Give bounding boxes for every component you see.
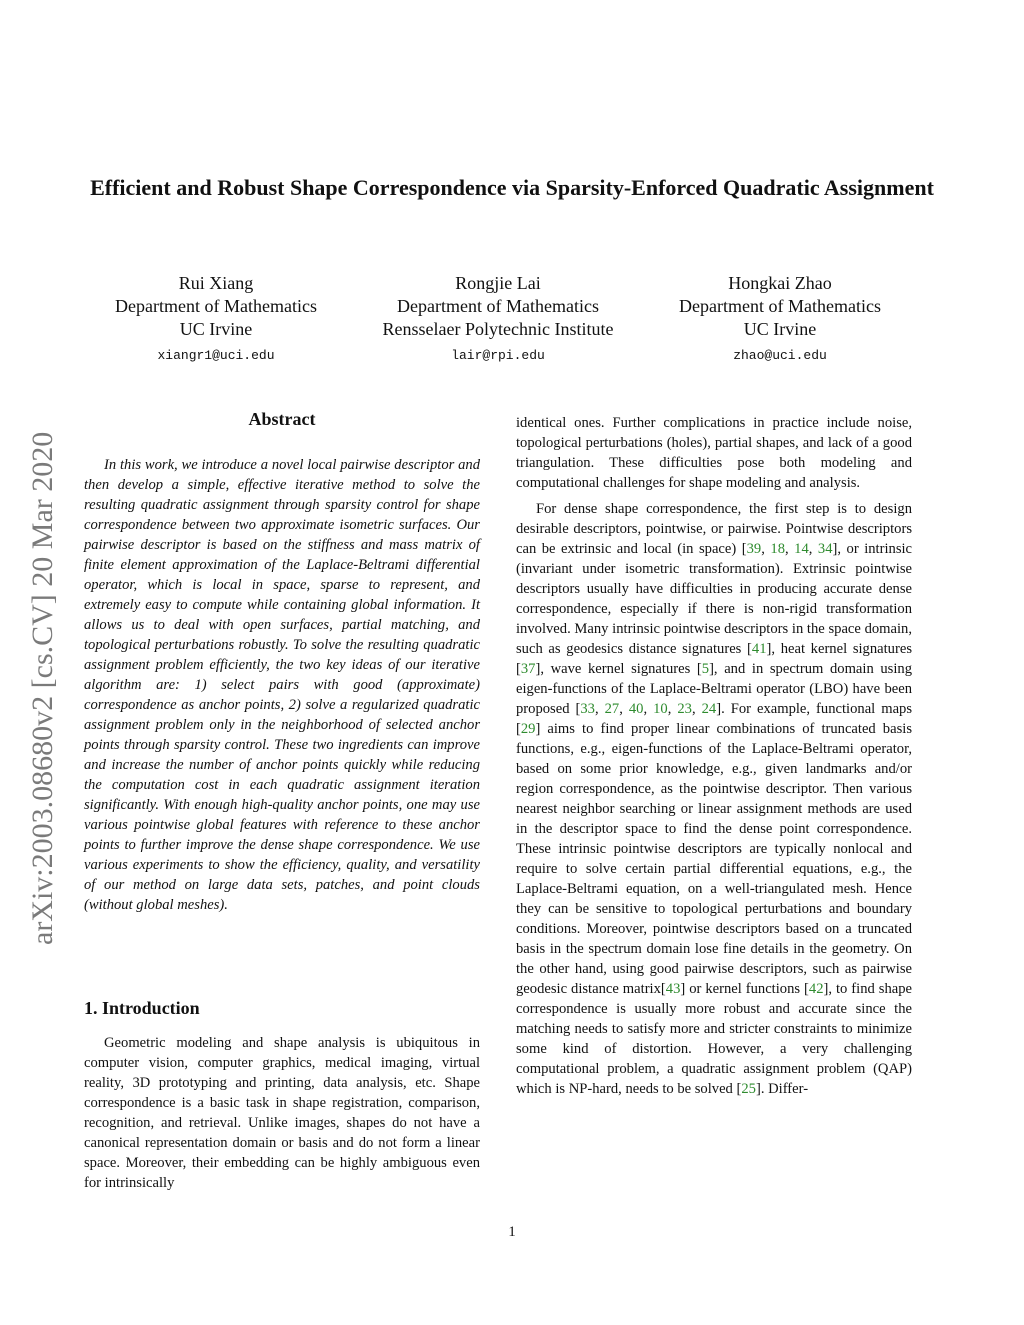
paragraph-text: ], to find shape correspondence is usually more robust and accurate since the matching needs to satisfy more and stricter constraints to minimize some kind of distortion. However, a very challenging computational problem, a quadratic assignment problem (QAP) which is NP-hard, needs to be solved [ bbox=[516, 981, 912, 1097]
introduction-body bbox=[84, 1033, 480, 1193]
paragraph-text: , bbox=[667, 701, 678, 717]
paragraph-text: ], and in spectrum domain using eigen-functions of the Laplace-Beltrami operator (LBO) have been proposed [ bbox=[516, 661, 912, 717]
paragraph-text: ], wave kernel signatures [ bbox=[535, 661, 702, 677]
citation-link[interactable]: 34 bbox=[817, 541, 833, 557]
paragraph-text: , bbox=[691, 701, 702, 717]
section-heading-introduction: 1. Introduction bbox=[84, 998, 200, 1018]
author-email[interactable]: lair@rpi.edu bbox=[451, 348, 545, 363]
paragraph-text: ] aims to find proper linear combinations of truncated basis functions, e.g., eigen-functions of the Laplace-Beltrami operator, based on some prior knowledge, e.g., given landmarks and/or region correspondence, as the pointwise descriptor. Then various nearest neighbor searching or linear assignment methods are used in the descriptor space to find the dense point correspondence. These intrinsic pointwise descriptors are typically nonlocal and require to solve certain partial differential equations, e.g., the Laplace-Beltrami equation, on a well-triangulated mesh. Hence they can be sensitive to topological perturbations and boundary conditions. Moreover, pointwise descriptors based on a truncated basis in the spectrum domain lose fine details in the geometry. On the other hand, using good pairwise descriptors, such as pairwise geodesic distance matrix[ bbox=[516, 721, 912, 997]
right-paragraph-1: identical ones. Further complications in practice include noise, topological perturbations (holes), partial shapes, and lack of a good triangulation. These difficulties pose both modeling and computational challenges for shape modeling and analysis. bbox=[516, 415, 912, 491]
paragraph-text: , bbox=[761, 541, 771, 557]
paragraph-text: For dense shape correspondence, the first step is to design desirable descriptors, pointwise, or pairwise. Pointwise descriptors can be extrinsic and local (in space) [ bbox=[516, 501, 912, 557]
author-inst: UC Irvine bbox=[743, 319, 817, 339]
paragraph-text: , bbox=[594, 701, 605, 717]
citation-link[interactable]: 24 bbox=[701, 701, 717, 717]
citation-link[interactable]: 37 bbox=[520, 661, 536, 677]
author-block-3 bbox=[668, 272, 892, 367]
abstract-paragraph: In this work, we introduce a novel local pairwise descriptor and then develop a simple, effective iterative method to solve the resulting quadratic assignment through sparsity control for shape correspondence between two approximate isometric surfaces. Our pairwise descriptor is based on the stiffness and mass matrix of finite element approximation of the Laplace-Beltrami differential operator, which is local in space, sparse to represent, and extremely easy to compute while containing global information. It allows us to deal with open surfaces, partial matching, and topological perturbations robustly. To solve the resulting quadratic assignment problem efficiently, the two key ideas of our iterative algorithm are: 1) select pairs with good (approximate) correspondence as anchor points, 2) solve a regularized quadratic assignment problem only in the neighborhood of selected anchor points through sparsity control. These two ingredients can improve and increase the number of anchor points quickly while reducing the computation cost in each quadratic assignment iteration significantly. With enough high-quality anchor points, one may use various pointwise global features with reference to these anchor points to further improve the dense shape correspondence. We use various experiments to show the efficiency, quality, and versatility of our method on large data sets, patches, and point clouds (without global meshes). bbox=[84, 457, 480, 913]
citation-link[interactable]: 14 bbox=[794, 541, 809, 557]
paragraph-text: ], or intrinsic (invariant under isometric transformation). Extrinsic pointwise descriptors usually have difficulties in producing accurate dense correspondence, especially if there is non-rigid transformation involved. Many intrinsic pointwise descriptors in the space domain, such as geodesics distance signatures [ bbox=[516, 541, 913, 657]
arxiv-stamp: arXiv:2003.08680v2 [cs.CV] 20 Mar 2020 bbox=[26, 431, 59, 945]
paragraph-text: ], heat kernel signatures [ bbox=[516, 641, 912, 677]
paragraph-text: ]. Differ- bbox=[755, 1081, 809, 1097]
author-dept: Department of Mathematics bbox=[115, 296, 317, 316]
citation-link[interactable]: 18 bbox=[770, 541, 785, 557]
author-block-1 bbox=[104, 272, 328, 367]
citation-link[interactable]: 39 bbox=[746, 541, 762, 557]
paragraph-text: , bbox=[619, 701, 629, 717]
author-dept: Department of Mathematics bbox=[397, 296, 599, 316]
paper-title: Efficient and Robust Shape Correspondence via Sparsity-Enforced Quadratic Assignment bbox=[90, 175, 934, 200]
paragraph-text: ]. For example, functional maps [ bbox=[516, 701, 913, 737]
author-name: Rui Xiang bbox=[178, 273, 254, 293]
author-inst: Rensselaer Polytechnic Institute bbox=[382, 319, 614, 339]
paragraph-text: , bbox=[784, 541, 795, 557]
citation-link[interactable]: 10 bbox=[653, 701, 668, 717]
author-name: Rongjie Lai bbox=[455, 273, 541, 293]
right-column-text bbox=[516, 413, 912, 1099]
intro-paragraph: Geometric modeling and shape analysis is ubiquitous in computer vision, computer graphics, medical imaging, virtual reality, 3D prototyping and printing, data analysis, etc. Shape correspondence is a basic task in shape registration, comparison, recognition, and retrieval. Unlike images, shapes do not have a canonical representation domain or basis and do not form a linear space. Moreover, their embedding can be highly ambiguous even for intrinsically bbox=[84, 1035, 480, 1191]
paragraph-text: ] or kernel functions [ bbox=[680, 981, 809, 997]
citation-link[interactable]: 29 bbox=[520, 721, 536, 737]
page-number: 1 bbox=[508, 1224, 516, 1240]
author-block-2 bbox=[368, 272, 628, 367]
abstract-heading: Abstract bbox=[248, 409, 316, 429]
citation-link[interactable]: 40 bbox=[628, 701, 644, 717]
citation-link[interactable]: 27 bbox=[604, 701, 620, 717]
paragraph-text: , bbox=[808, 541, 818, 557]
author-email[interactable]: zhao@uci.edu bbox=[733, 348, 827, 363]
author-inst: UC Irvine bbox=[179, 319, 253, 339]
author-email[interactable]: xiangr1@uci.edu bbox=[157, 348, 275, 363]
author-name: Hongkai Zhao bbox=[728, 273, 832, 293]
abstract-body bbox=[84, 455, 480, 915]
citation-link[interactable]: 25 bbox=[741, 1081, 756, 1097]
citation-link[interactable]: 33 bbox=[580, 701, 595, 717]
citation-link[interactable]: 43 bbox=[665, 981, 681, 997]
citation-link[interactable]: 42 bbox=[808, 981, 824, 997]
citation-link[interactable]: 23 bbox=[677, 701, 692, 717]
citation-link[interactable]: 41 bbox=[751, 641, 767, 657]
paragraph-text: , bbox=[643, 701, 654, 717]
citation-link[interactable]: 5 bbox=[701, 661, 710, 677]
right-paragraph-2 bbox=[516, 499, 912, 1099]
author-dept: Department of Mathematics bbox=[679, 296, 881, 316]
